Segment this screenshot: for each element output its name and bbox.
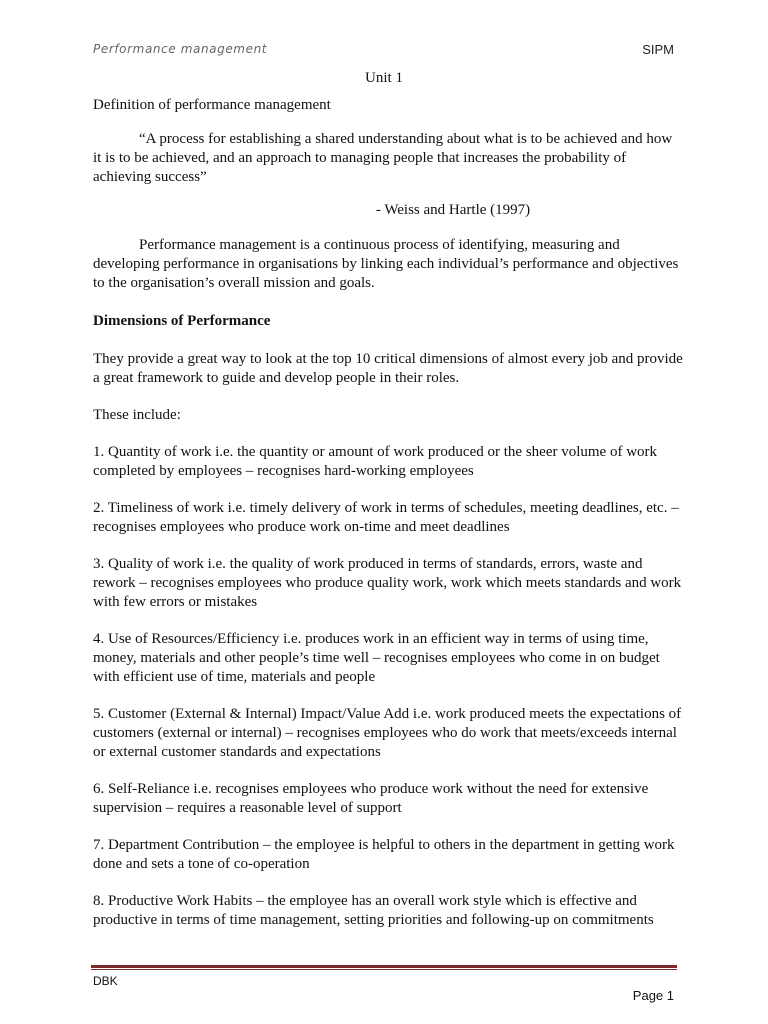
list-item: 5. Customer (External & Internal) Impact/Value Add i.e. work produced meets the expectations of customers (external or internal) – recognises employees who do work that meets/exceeds internal or external customer standards and expectations — [93, 706, 682, 760]
definition-paragraph: Performance management is a continuous process of identifying, measuring and developing performance in organisations by linking each individual’s performance and objectives to the organisation’s overall mission and goals. — [93, 237, 679, 291]
footer-author: DBK — [93, 974, 118, 988]
section-heading-dimensions: Dimensions of Performance — [93, 313, 271, 329]
dimensions-intro: They provide a great way to look at the top 10 critical dimensions of almost every job and provide a great framework to guide and develop people in their roles. — [93, 351, 683, 386]
footer-rule-thin — [91, 969, 677, 970]
header-org: SIPM — [642, 42, 674, 57]
list-item: 2. Timeliness of work i.e. timely delivery of work in terms of schedules, meeting deadlines, etc. – recognises employees who produce work on-time and meet deadlines — [93, 500, 679, 535]
quote-attribution: - Weiss and Hartle (1997) — [375, 202, 531, 218]
page-number: Page 1 — [632, 988, 674, 1003]
footer-rule — [91, 965, 677, 968]
list-item: 3. Quality of work i.e. the quality of work produced in terms of standards, errors, waste and rework – recognises employees who produce quality work, work which meets standards and work with few errors or mistakes — [93, 556, 682, 610]
header-title: Performance management — [93, 42, 268, 56]
list-item: 6. Self-Reliance i.e. recognises employees who produce work without the need for extensive supervision – requires a reasonable level of support — [93, 781, 649, 816]
list-item: 7. Department Contribution – the employee is helpful to others in the department in getting work done and sets a tone of co-operation — [93, 837, 675, 872]
list-item: 1. Quantity of work i.e. the quantity or amount of work produced or the sheer volume of work completed by employees – recognises hard-working employees — [93, 444, 658, 479]
dimensions-list — [93, 443, 683, 930]
definition-title: Definition of performance management — [93, 97, 331, 113]
unit-title: Unit 1 — [365, 70, 403, 86]
document-body — [93, 96, 683, 930]
list-item: 8. Productive Work Habits – the employee has an overall work style which is effective and productive in terms of time management, setting priorities and following-up on commitments — [93, 893, 654, 928]
these-include-label: These include: — [93, 407, 181, 423]
definition-quote: “A process for establishing a shared understanding about what is to be achieved and how it is to be achieved, and an approach to managing people that increases the probability of achieving success” — [93, 131, 673, 185]
list-item: 4. Use of Resources/Efficiency i.e. produces work in an efficient way in terms of using time, money, materials and other people’s time well – recognises employees who come in on budget with efficient use of time, materials and people — [93, 631, 660, 685]
